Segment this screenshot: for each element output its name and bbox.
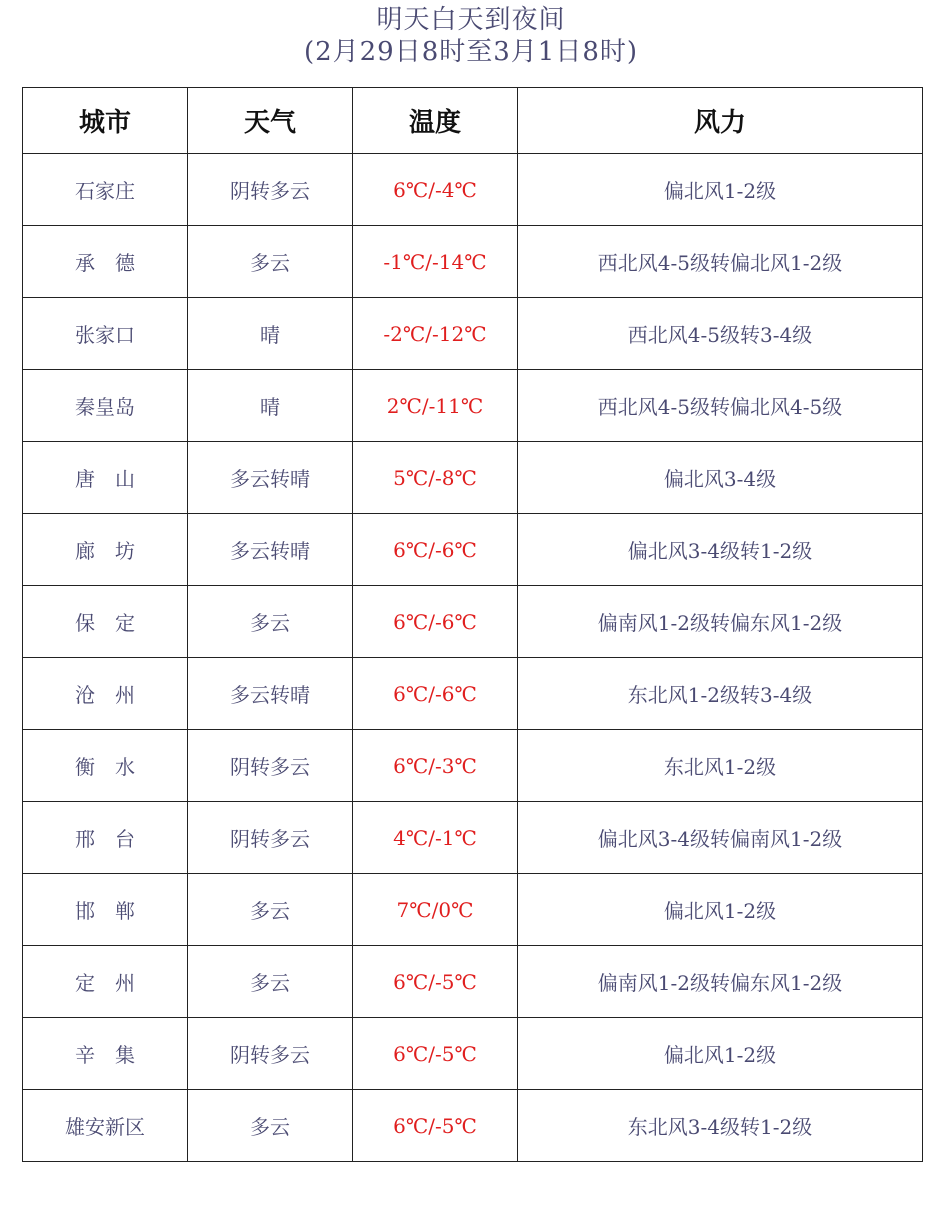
city-cell: 邯 郸 (23, 874, 188, 946)
wind-cell: 偏北风3-4级 (518, 442, 923, 514)
title-main: 明天白天到夜间 (376, 5, 566, 35)
temperature-cell: 6℃/-6℃ (353, 586, 518, 658)
weather-cell: 多云转晴 (188, 514, 353, 586)
wind-cell: 东北风1-2级 (518, 730, 923, 802)
city-cell: 邢 台 (23, 802, 188, 874)
temperature-cell: 2℃/-11℃ (353, 370, 518, 442)
temperature-cell: 7℃/0℃ (353, 874, 518, 946)
city-cell: 石家庄 (23, 154, 188, 226)
temperature-cell: 6℃/-4℃ (353, 154, 518, 226)
temperature-cell: 6℃/-6℃ (353, 658, 518, 730)
weather-cell: 多云 (188, 946, 353, 1018)
wind-cell: 西北风4-5级转偏北风1-2级 (518, 226, 923, 298)
table-header-row (23, 88, 923, 154)
city-cell: 秦皇岛 (23, 370, 188, 442)
weather-cell: 多云 (188, 874, 353, 946)
city-cell: 雄安新区 (23, 1090, 188, 1162)
header-weather: 天气 (188, 88, 353, 154)
weather-cell: 阴转多云 (188, 154, 353, 226)
temperature-cell: 6℃/-5℃ (353, 946, 518, 1018)
table-body (23, 154, 923, 1162)
city-cell: 廊 坊 (23, 514, 188, 586)
city-cell: 辛 集 (23, 1018, 188, 1090)
wind-cell: 偏北风3-4级转1-2级 (518, 514, 923, 586)
city-cell: 张家口 (23, 298, 188, 370)
weather-cell: 阴转多云 (188, 730, 353, 802)
temperature-cell: 6℃/-5℃ (353, 1090, 518, 1162)
weather-cell: 多云转晴 (188, 658, 353, 730)
temperature-cell: -1℃/-14℃ (353, 226, 518, 298)
wind-cell: 偏北风1-2级 (518, 1018, 923, 1090)
wind-cell: 偏南风1-2级转偏东风1-2级 (518, 946, 923, 1018)
table-row (23, 154, 923, 226)
table-row (23, 298, 923, 370)
table-row (23, 226, 923, 298)
temperature-cell: 5℃/-8℃ (353, 442, 518, 514)
table-row (23, 802, 923, 874)
table-row (23, 1090, 923, 1162)
temperature-cell: 6℃/-5℃ (353, 1018, 518, 1090)
wind-cell: 西北风4-5级转偏北风4-5级 (518, 370, 923, 442)
weather-cell: 多云 (188, 1090, 353, 1162)
temperature-cell: 4℃/-1℃ (353, 802, 518, 874)
weather-cell: 多云 (188, 586, 353, 658)
table-row (23, 946, 923, 1018)
temperature-cell: 6℃/-3℃ (353, 730, 518, 802)
header-city: 城市 (23, 88, 188, 154)
header-wind: 风力 (518, 88, 923, 154)
table-row (23, 586, 923, 658)
wind-cell: 东北风3-4级转1-2级 (518, 1090, 923, 1162)
table-row (23, 514, 923, 586)
weather-cell: 晴 (188, 370, 353, 442)
weather-cell: 阴转多云 (188, 802, 353, 874)
table-row (23, 874, 923, 946)
temperature-cell: 6℃/-6℃ (353, 514, 518, 586)
city-cell: 沧 州 (23, 658, 188, 730)
weather-cell: 多云转晴 (188, 442, 353, 514)
table-row (23, 730, 923, 802)
wind-cell: 偏北风1-2级 (518, 874, 923, 946)
city-cell: 保 定 (23, 586, 188, 658)
wind-cell: 偏北风1-2级 (518, 154, 923, 226)
header-temperature: 温度 (353, 88, 518, 154)
city-cell: 承 德 (23, 226, 188, 298)
table-row (23, 442, 923, 514)
city-cell: 定 州 (23, 946, 188, 1018)
title-time-range: (2月29日8时至3月1日8时) (303, 37, 639, 67)
wind-cell: 西北风4-5级转3-4级 (518, 298, 923, 370)
wind-cell: 东北风1-2级转3-4级 (518, 658, 923, 730)
table-row (23, 370, 923, 442)
wind-cell: 偏南风1-2级转偏东风1-2级 (518, 586, 923, 658)
weather-cell: 阴转多云 (188, 1018, 353, 1090)
forecast-table (22, 87, 923, 1162)
weather-cell: 多云 (188, 226, 353, 298)
city-cell: 衡 水 (23, 730, 188, 802)
table-row (23, 658, 923, 730)
temperature-cell: -2℃/-12℃ (353, 298, 518, 370)
table-row (23, 1018, 923, 1090)
city-cell: 唐 山 (23, 442, 188, 514)
page-title (0, 4, 942, 68)
weather-cell: 晴 (188, 298, 353, 370)
wind-cell: 偏北风3-4级转偏南风1-2级 (518, 802, 923, 874)
